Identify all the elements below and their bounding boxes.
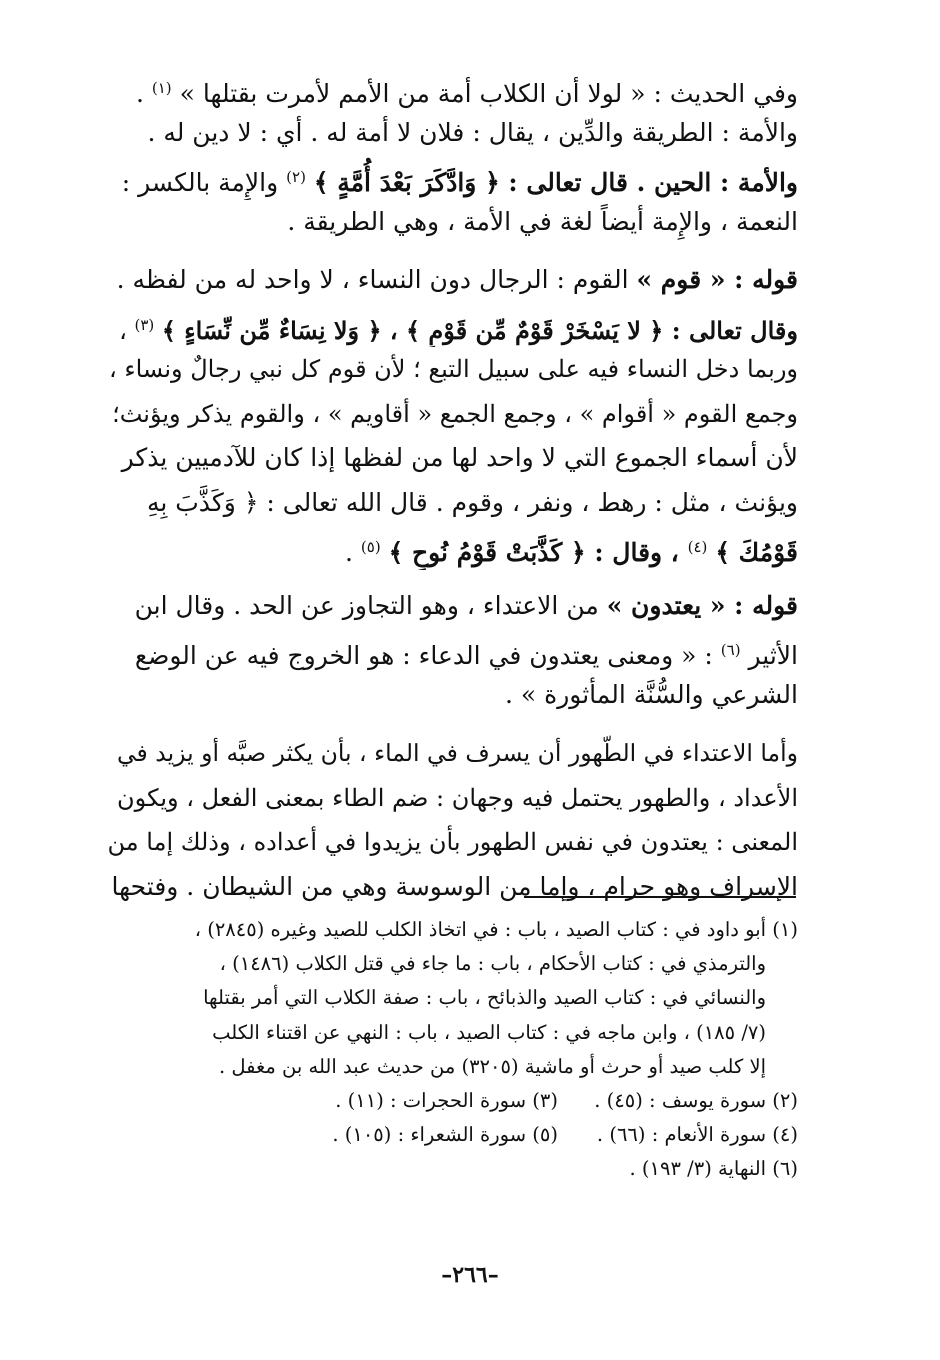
paragraph-4 <box>106 731 798 909</box>
text-line <box>106 525 798 570</box>
text-line: الشرعي والسُّنَّة المأثورة » . <box>504 679 798 709</box>
footnote-ref: (١) <box>151 79 172 97</box>
footnote-separator <box>524 896 796 898</box>
text-line: وأما الاعتداء في الطّهور أن يسرف في الماء ، بأن يكثر صبَّه أو يزيد في <box>116 739 798 767</box>
text-line: وجمع القوم « أقوام » ، وجمع الجمع « أقاويم » ، والقوم يذكر ويؤنث؛ <box>112 399 798 428</box>
footnote-1-continued: والترمذي في : كتاب الأحكام ، باب : ما جاء في قتل الكلاب (١٤٨٦) ، <box>219 952 766 976</box>
footnote-5: (٥) سورة الشعراء : (١٠٥) . <box>332 1123 558 1147</box>
footnote-ref: (٤) <box>687 538 708 556</box>
footnote-row <box>110 1118 798 1152</box>
text-line <box>106 303 798 348</box>
quran-verse: والأمة : الحين . قال تعالى : ﴿ وَادَّكَرَ بَعْدَ أُمَّةٍ ﴾ <box>313 168 798 197</box>
footnote-1-continued: والنسائي في : كتاب الصيد والذبائح ، باب : صفة الكلاب التي أمر بقتلها <box>203 986 766 1010</box>
paragraph-3 <box>106 584 798 718</box>
text-line: المعنى : يعتدون في نفس الطهور بأن يزيدوا في أعداده ، وذلك إما من <box>107 828 798 856</box>
footnote-ref: (٦) <box>720 641 741 659</box>
main-text <box>106 66 798 909</box>
page-number: –٢٦٦– <box>441 1262 499 1288</box>
text-span: ، <box>119 316 135 345</box>
text-line <box>106 584 798 629</box>
text-span: من الاعتداء ، وهو التجاوز عن الحد . وقال ابن <box>134 590 607 620</box>
footnote-1-continued: (٧/ ١٨٥) ، وابن ماجه في : كتاب الصيد ، باب : النهي عن اقتناء الكلب <box>212 1020 766 1044</box>
footnote-4: (٤) سورة الأنعام : (٦٦) . <box>596 1123 798 1147</box>
footnote-3: (٣) سورة الحجرات : (١١) . <box>335 1088 558 1112</box>
paragraph-2 <box>106 258 798 570</box>
text-line: لأن أسماء الجموع التي لا واحد لها من لفظها إذا كان للآدميين يذكر <box>121 443 798 472</box>
entry-heading: قوله : « قوم » <box>636 265 798 294</box>
quran-verse: قَوْمُكَ ﴾ <box>715 538 798 567</box>
text-line <box>106 628 798 673</box>
footnote-row <box>110 1084 798 1118</box>
paragraph-1 <box>106 66 798 244</box>
text-line: الإسراف وهو حرام ، وإما من الوسوسة وهي من الشيطان . وفتحها <box>111 871 798 901</box>
footnotes <box>110 913 798 1187</box>
text-span: القوم : الرجال دون النساء ، لا واحد له من لفظه . <box>116 265 637 294</box>
text-span: : « ومعنى يعتدون في الدعاء : هو الخروج فيه عن الوضع <box>134 641 721 670</box>
paragraph-gap <box>106 717 798 731</box>
footnote-ref: (٣) <box>134 315 155 334</box>
text-span: . <box>135 79 152 108</box>
text-line: الأعداد ، والطهور يحتمل فيه وجهان : ضم الطاء بمعنى الفعل ، ويكون <box>117 783 798 812</box>
text-line: النعمة ، والإِمة أيضاً لغة في الأمة ، وهي الطريقة . <box>287 206 798 236</box>
footnote-ref: (٢) <box>286 168 306 186</box>
entry-heading: قوله : « يعتدون » <box>606 590 798 620</box>
text-span: الأثير <box>748 641 798 670</box>
paragraph-gap <box>106 570 798 584</box>
footnote-1-continued: إلا كلب صيد أو حرث أو ماشية (٣٢٠٥) من حديث عبد الله بن مغفل . <box>218 1054 766 1078</box>
text-line: وربما دخل النساء فيه على سبيل التبع ؛ لأن قوم كل نبي رجالٌ ونساء ، <box>108 355 798 383</box>
text-span: والإِمة بالكسر : <box>121 168 287 197</box>
text-line: ويؤنث ، مثل : رهط ، ونفر ، وقوم . قال الله تعالى : ﴿ وَكَذَّبَ بِهِ <box>146 487 798 517</box>
text-line: والأمة : الطريقة والدِّين ، يقال : فلان لا أمة له . أي : لا دين له . <box>147 117 798 147</box>
text-line <box>106 258 798 303</box>
quran-verse: ، وقال : ﴿ كَذَّبَتْ قَوْمُ نُوحٍ ﴾ <box>388 538 688 567</box>
footnote-1: (١) أبو داود في : كتاب الصيد ، باب : في اتخاذ الكلب للصيد وغيره (٢٨٤٥) ، <box>194 918 798 941</box>
paragraph-gap <box>106 244 798 258</box>
text-span: . <box>345 538 361 567</box>
text-span: وفي الحديث : « لولا أن الكلاب أمة من الأمم لأمرت بقتلها » <box>179 79 798 108</box>
footnote-6: (٦) النهاية (٣/ ١٩٣) . <box>629 1157 798 1181</box>
text-line <box>106 66 798 111</box>
footnote-2: (٢) سورة يوسف : (٤٥) . <box>594 1088 798 1112</box>
text-line <box>106 155 798 200</box>
quran-verse: وقال تعالى : ﴿ لا يَسْخَرْ قَوْمٌ مِّن قَوْمٍ ﴾ ، ﴿ وَلا نِسَاءٌ مِّن نِّسَاءٍ ﴾ <box>161 315 798 345</box>
footnote-ref: (٥) <box>360 538 381 556</box>
